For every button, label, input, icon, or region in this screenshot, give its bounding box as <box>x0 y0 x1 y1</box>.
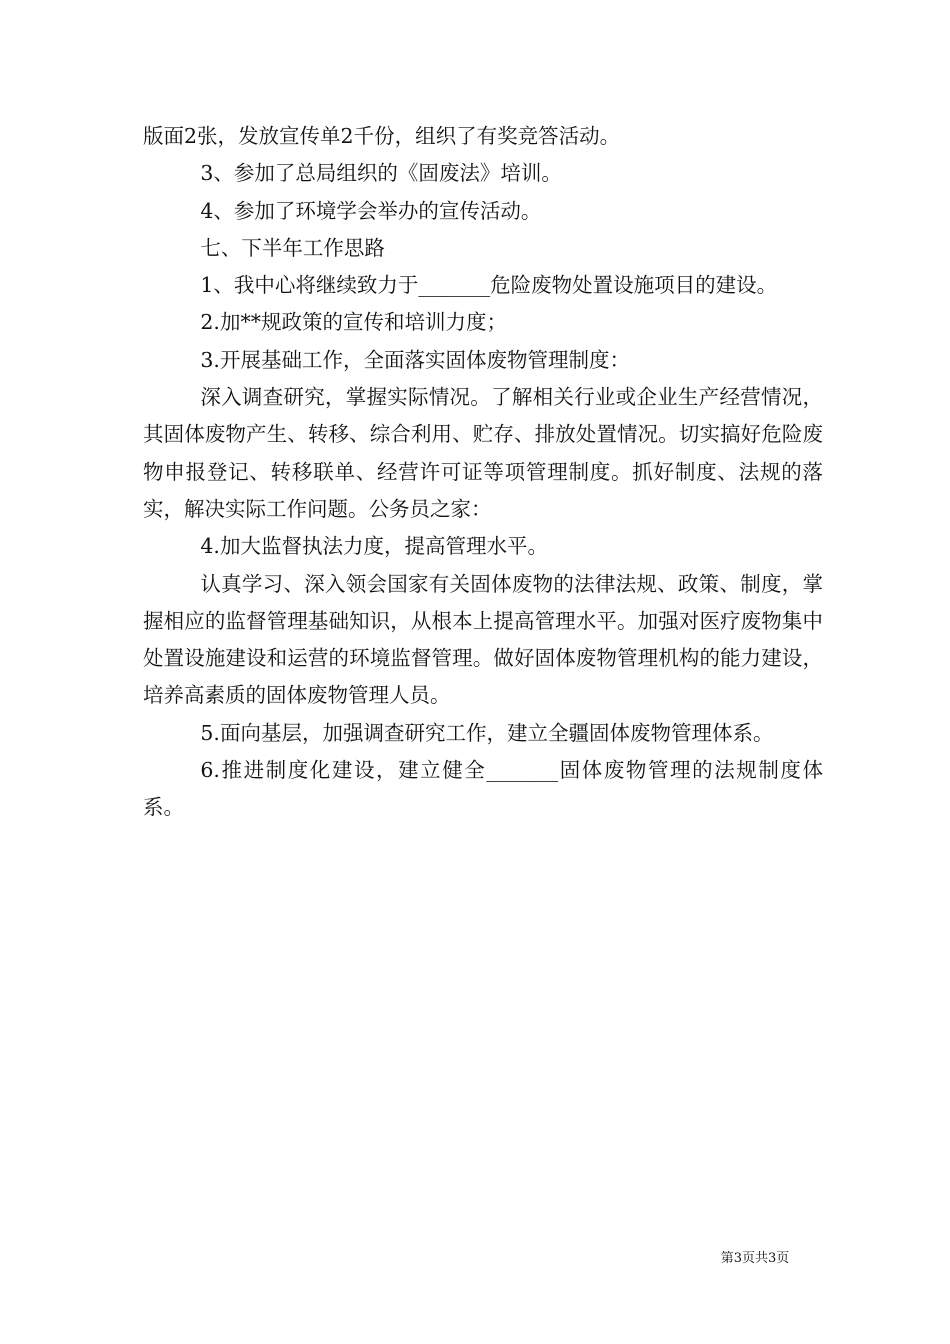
paragraph-2: 3、参加了总局组织的《固废法》培训。 <box>200 161 562 186</box>
page-number-label: 第3页共3页 <box>720 1251 790 1266</box>
section-heading-7: 七、下半年工作思路 <box>200 235 385 260</box>
paragraph-8: 深入调查研究，掌握实际情况。了解相关行业或企业生产经营情况，其固体废物产生、转移、综合利用、贮存、排放处置情况。切实搞好危险废物申报登记、转移联单、经营许可证等项管理制度。抓好制度、法规的落实，解决实际工作问题。公务员之家： <box>143 385 823 521</box>
paragraph-6: 2.加**规政策的宣传和培训力度； <box>200 310 507 335</box>
paragraph-12: 6.推进制度化建设，建立健全_______固体废物管理的法规制度体系。 <box>143 758 823 820</box>
paragraph-7: 3.开展基础工作，全面落实固体废物管理制度： <box>200 347 630 372</box>
document-body <box>143 118 823 827</box>
paragraph-1: 版面2张，发放宣传单2千份，组织了有奖竞答活动。 <box>143 124 621 148</box>
paragraph-11: 5.面向基层，加强调查研究工作，建立全疆固体废物管理体系。 <box>200 720 774 745</box>
paragraph-5: 1、我中心将继续致力于_______危险废物处置设施项目的建设。 <box>200 273 778 298</box>
paragraph-3: 4、参加了环境学会举办的宣传活动。 <box>200 198 542 223</box>
page-footer <box>0 1247 950 1266</box>
paragraph-10: 认真学习、深入领会国家有关固体废物的法律法规、政策、制度，掌握相应的监督管理基础知识，从根本上提高管理水平。加强对医疗废物集中处置设施建设和运营的环境监督管理。做好固体废物管理机构的能力建设，培养高素质的固体废物管理人员。 <box>143 571 823 708</box>
paragraph-9: 4.加大监督执法力度，提高管理水平。 <box>200 534 548 559</box>
